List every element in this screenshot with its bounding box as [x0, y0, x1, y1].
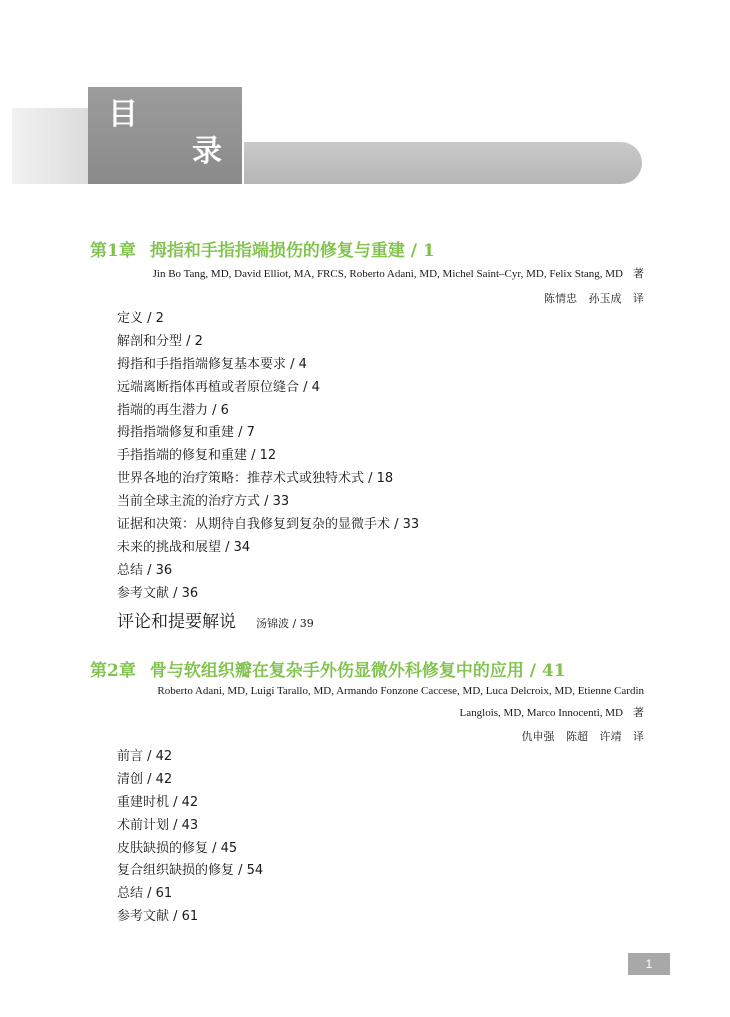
chapter-1-toc: [117, 308, 419, 606]
toc-item[interactable]: 当前全球主流的治疗方式 / 33: [117, 494, 290, 510]
toc-item[interactable]: 前言 / 42: [117, 749, 173, 764]
chapter-title: 骨与软组织瓣在复杂手外伤显微外科修复中的应用 / 41: [149, 661, 566, 681]
commentary-author: 汤锦波 / 39: [256, 617, 314, 630]
commentary-entry[interactable]: [117, 607, 314, 632]
toc-item[interactable]: 指端的再生潜力 / 6: [117, 402, 229, 418]
toc-item[interactable]: 世界各地的治疗策略：推荐术式或独特术式 / 18: [117, 471, 394, 487]
chapter-title: 拇指和手指指端损伤的修复与重建 / 1: [149, 241, 435, 261]
authors-line-1: Roberto Adani, MD, Luigi Tarallo, MD, Armando Fonzone Caccese, MD, Luca Delcroix, MD, Etienne Cardin: [157, 685, 644, 697]
toc-item[interactable]: 皮肤缺损的修复 / 45: [117, 840, 238, 856]
chapter-2-toc: [117, 746, 263, 929]
chapter-2-authors: [84, 680, 644, 724]
toc-item[interactable]: 复合组织缺损的修复 / 54: [117, 863, 264, 879]
page-number: 1: [628, 953, 670, 975]
toc-item[interactable]: 参考文献 / 36: [117, 585, 199, 601]
toc-item[interactable]: 证据和决策：从期待自我修复到复杂的显微手术 / 33: [117, 517, 420, 533]
toc-item[interactable]: 定义 / 2: [117, 311, 164, 326]
toc-item[interactable]: 总结 / 36: [117, 562, 173, 578]
header-rounded-bar: [244, 142, 642, 184]
authors-suffix: 著: [633, 267, 644, 280]
commentary-title: 评论和提要解说: [117, 612, 236, 632]
chapter-1-heading[interactable]: [90, 236, 435, 260]
header-title-char-1: 目: [108, 97, 138, 132]
toc-item[interactable]: 远端离断指体再植或者原位缝合 / 4: [117, 379, 320, 395]
chapter-2-translators: 仇申强 陈超 许靖 译: [521, 730, 644, 743]
chapter-1-translators: 陈情忠 孙玉成 译: [544, 292, 644, 305]
toc-item[interactable]: 重建时机 / 42: [117, 794, 199, 810]
chapter-number: 第1章: [90, 241, 136, 261]
chapter-1-authors: [84, 263, 644, 285]
header-title-char-2: 录: [192, 134, 222, 169]
toc-item[interactable]: 拇指指端修复和重建 / 7: [117, 425, 255, 441]
authors-text: Jin Bo Tang, MD, David Elliot, MA, FRCS, Roberto Adani, MD, Michel Saint–Cyr, MD, Felix Stang, MD: [152, 268, 623, 280]
toc-item[interactable]: 参考文献 / 61: [117, 909, 199, 925]
toc-item[interactable]: 总结 / 61: [117, 886, 173, 902]
toc-item[interactable]: 解剖和分型 / 2: [117, 333, 203, 349]
chapter-2-heading[interactable]: [90, 656, 566, 680]
toc-item[interactable]: 拇指和手指指端修复基本要求 / 4: [117, 356, 307, 372]
authors-line-2-wrap: [84, 702, 644, 724]
authors-line-2: Langlois, MD, Marco Innocenti, MD: [459, 707, 623, 719]
chapter-number: 第2章: [90, 661, 136, 681]
toc-item[interactable]: 术前计划 / 43: [117, 817, 199, 833]
toc-item[interactable]: 手指指端的修复和重建 / 12: [117, 448, 277, 464]
toc-item[interactable]: 清创 / 42: [117, 771, 173, 787]
toc-item[interactable]: 未来的挑战和展望 / 34: [117, 539, 251, 555]
authors-suffix: 著: [633, 706, 644, 719]
